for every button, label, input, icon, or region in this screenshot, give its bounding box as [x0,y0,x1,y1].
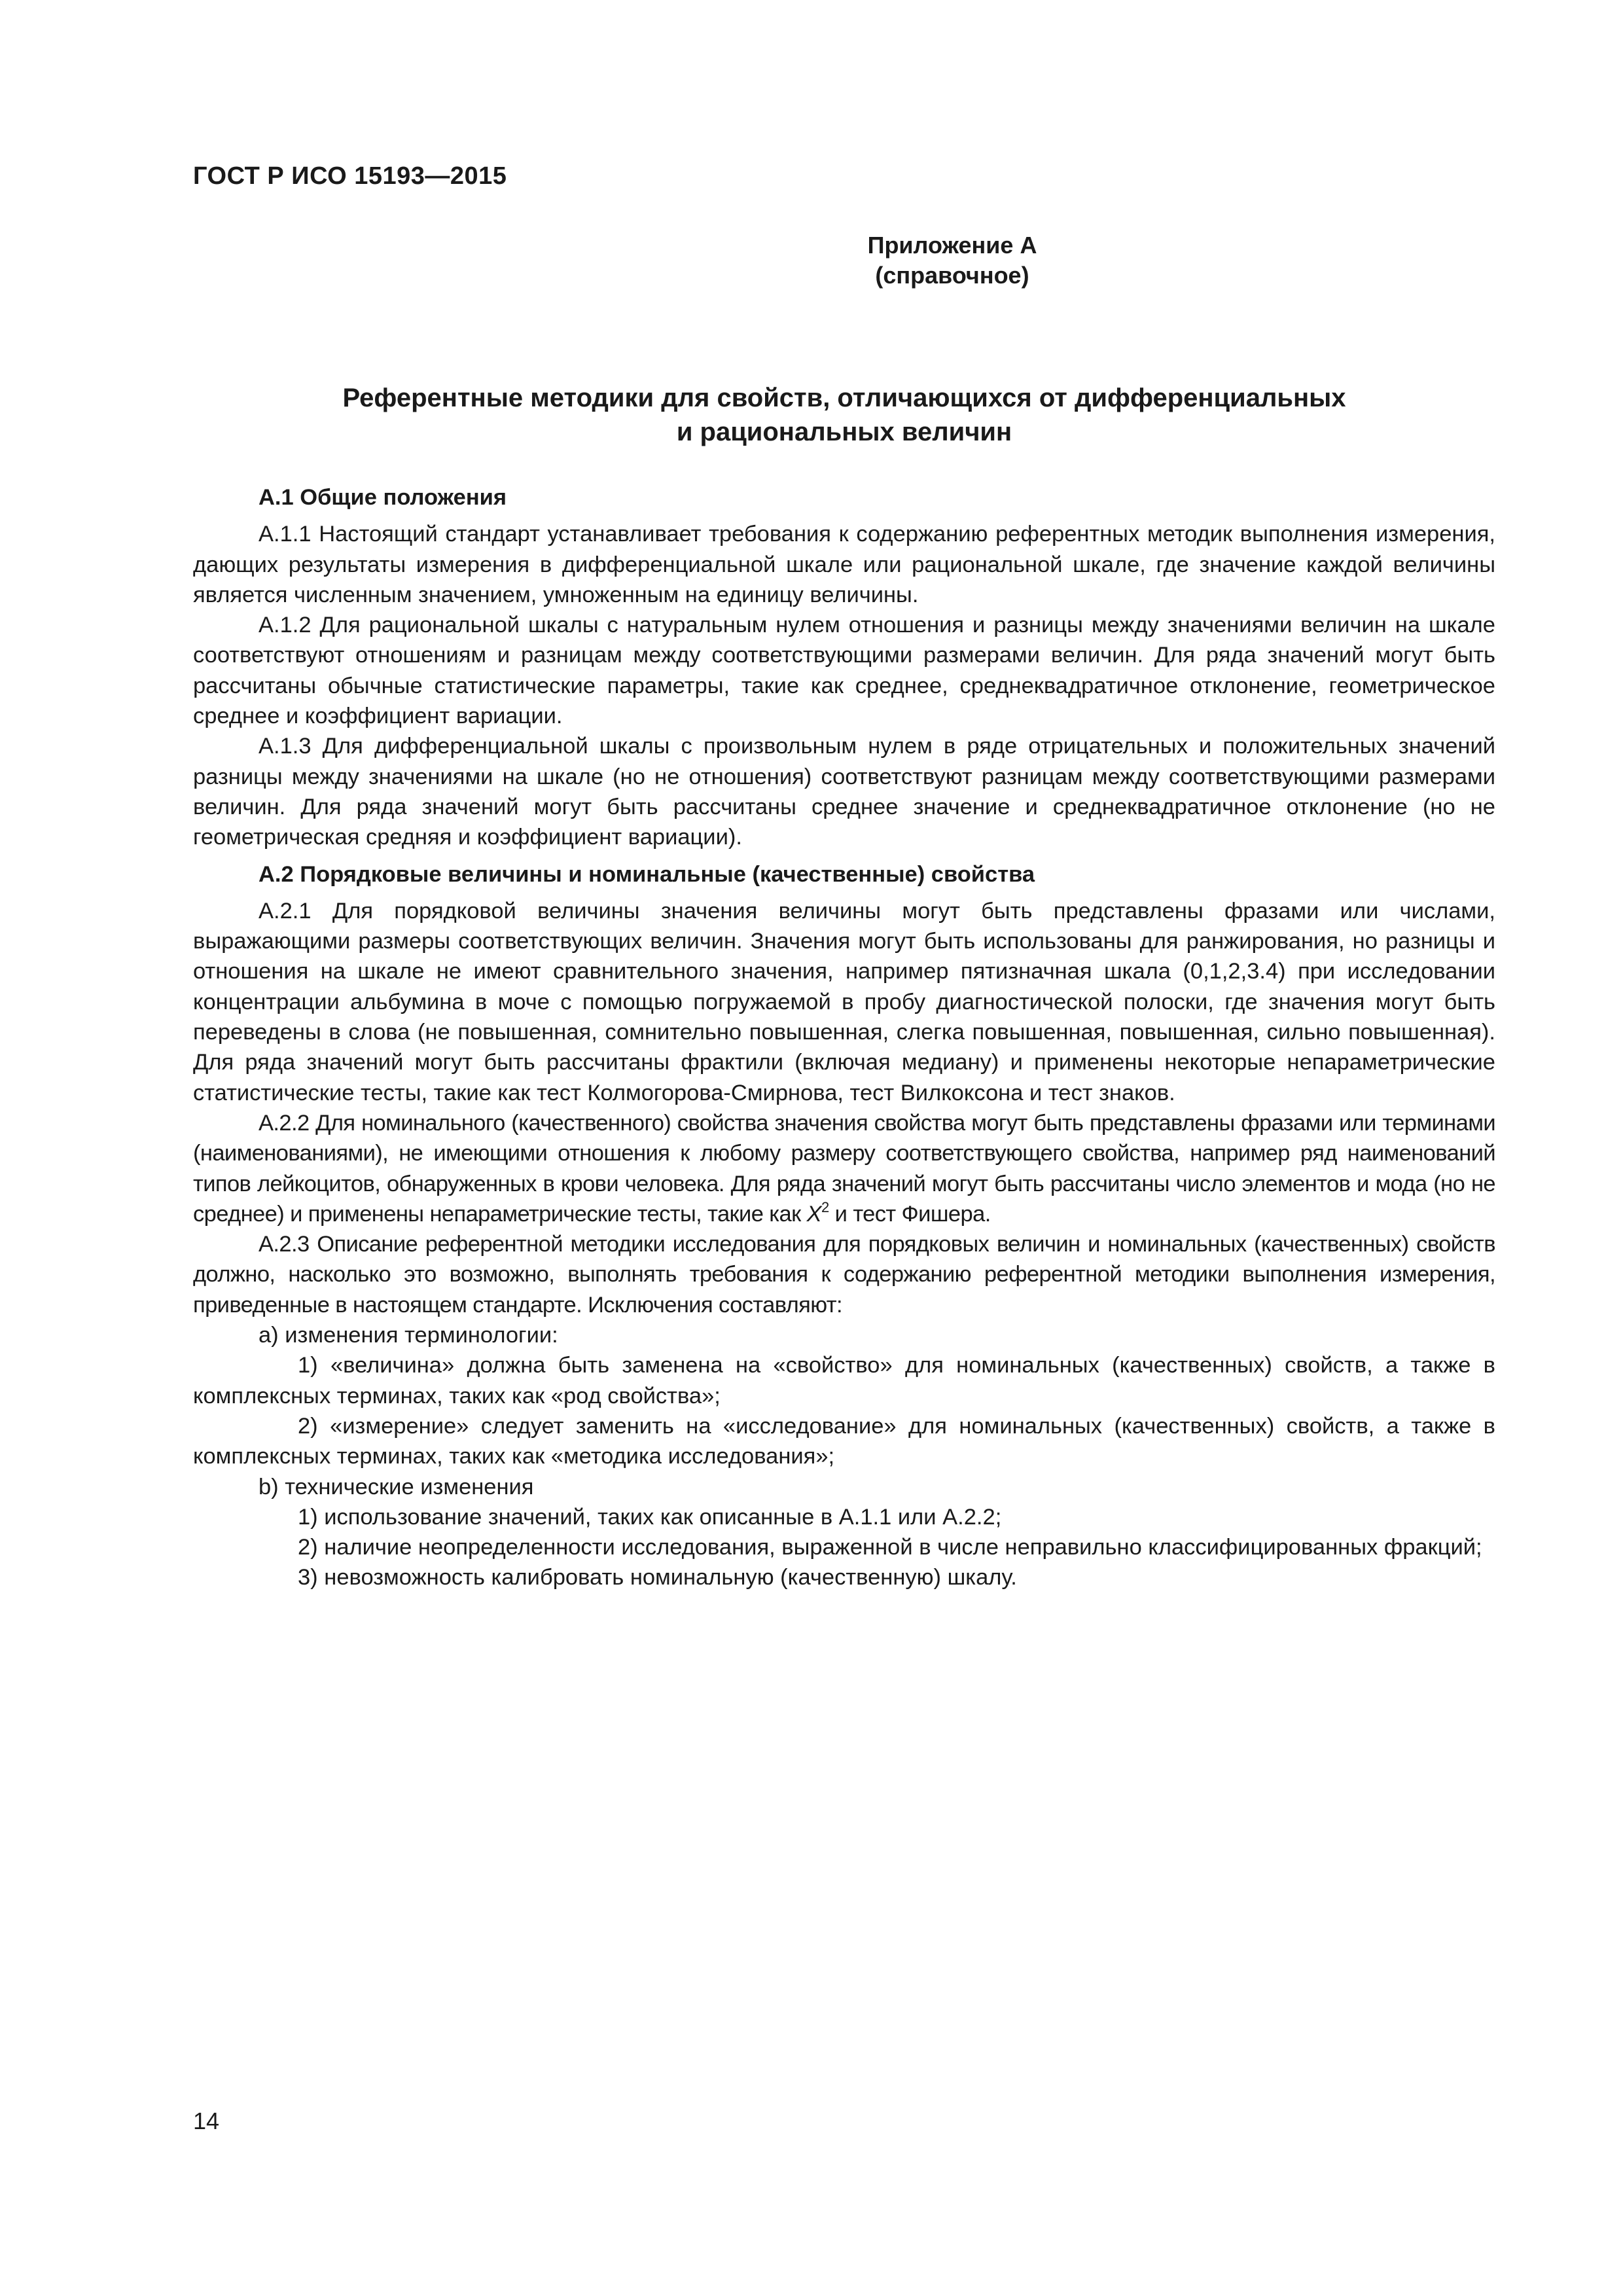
paragraph-a1-2: А.1.2 Для рациональной шкалы с натуральным нулем отношения и разницы между значениями величин на шкале соответствуют отношениям и разницам между соответствующими размерами величин. Для ряда значений могут быть рассчитаны обычные статистические параметры, такие как среднее, среднеквадратичное отклонение, геометрическое среднее и коэффициент вариации. [193,613,1495,729]
list-item-a-1: 1) «величина» должна быть заменена на «свойство» для номинальных (качественных) свойств, а также в комплексных терминах, таких как «род свойства»; [193,1353,1495,1408]
chi-square-exponent: 2 [821,1198,829,1215]
paragraph-a2-2-text: А.2.2 Для номинального (качественного) свойства значения свойства могут быть представлены фразами или терминами (наименованиями), не имеющими отношения к любому размеру соответствующего свойства, например ряд наименований типов лейкоцитов, обнаруженных в крови человека. Для ряда значений могут быть рассчитаны число элементов и мода (но не среднее) и применены непараметрические тесты, такие как [193,1110,1495,1227]
annex-type: (справочное) [875,262,1029,289]
list-item-b-2: 2) наличие неопределенности исследования, выраженной в числе неправильно классифицированных фракций; [298,1535,1482,1560]
list-item-b-1: 1) использование значений, таких как описанные в А.1.1 или А.2.2; [298,1504,1002,1530]
paragraph-a2-1: А.2.1 Для порядковой величины значения величины могут быть представлены фразами или числами, выражающими размеры соответствующих величин. Значения могут быть использованы для ранжирования, но разницы и отношения на шкале не имеют сравнительного значения, например пятизначная шкала (0,1,2,3.4) при исследовании концентрации альбумина в моче с помощью погружаемой в пробу диагностической полоски, где значения могут быть переведены в слова (не повышенная, сомнительно повышенная, слегка повышенная, повышенная, сильно повышенная). Для ряда значений могут быть рассчитаны фрактили (включая медиану) и применены некоторые непараметрические статистические тесты, такие как тест Колмогорова-Смирнова, тест Вилкоксона и тест знаков. [193,898,1495,1105]
paragraph-a1-1: А.1.1 Настоящий стандарт устанавливает требования к содержанию референтных методик выполнения измерения, дающих результаты измерения в дифференциальной шкале или рациональной шкале, где значение каждой величины является численным значением, умноженным на единицу величины. [193,522,1495,607]
paragraph-a2-2 [193,1108,1495,1229]
list-item-a-2: 2) «измерение» следует заменить на «исследование» для номинальных (качественных) свойств, а также в комплексных терминах, таких как «методика исследования»; [193,1413,1495,1469]
list-item-b-3: 3) невозможность калибровать номинальную (качественную) шкалу. [298,1565,1017,1590]
chi-square-symbol: X [806,1201,822,1227]
section-heading-a2: А.2 Порядковые величины и номинальные (качественные) свойства [259,861,1035,887]
annex-title-line-1: Референтные методики для свойств, отличающихся от дифференциальных [342,384,1346,412]
list-item-a: a) изменения терминологии: [259,1323,558,1348]
annex-title [193,381,1495,449]
section-heading-a1: А.1 Общие положения [259,485,507,510]
document-id: ГОСТ Р ИСО 15193—2015 [193,162,507,190]
document-body [193,482,1495,1593]
page-number: 14 [193,2108,220,2134]
paragraph-a2-2-end: и тест Фишера. [829,1201,991,1227]
paragraph-a1-3: А.1.3 Для дифференциальной шкалы с произвольным нулем в ряде отрицательных и положительных значений разницы между значениями на шкале (но не отношения) соответствуют разницам между соответствующими размерами величин. Для ряда значений могут быть рассчитаны среднее значение и среднеквадратичное отклонение (но не геометрическая средняя и коэффициент вариации). [193,734,1495,850]
annex-title-line-2: и рациональных величин [676,418,1012,446]
list-item-b: b) технические изменения [259,1474,534,1499]
paragraph-a2-3: А.2.3 Описание референтной методики исследования для порядковых величин и номинальных (качественных) свойств должно, насколько это возможно, выполнять требования к содержанию референтной методики выполнения измерения, приведенные в настоящем стандарте. Исключения составляют: [193,1232,1495,1318]
annex-label: Приложение А [867,232,1037,259]
annex-heading [707,230,1198,291]
